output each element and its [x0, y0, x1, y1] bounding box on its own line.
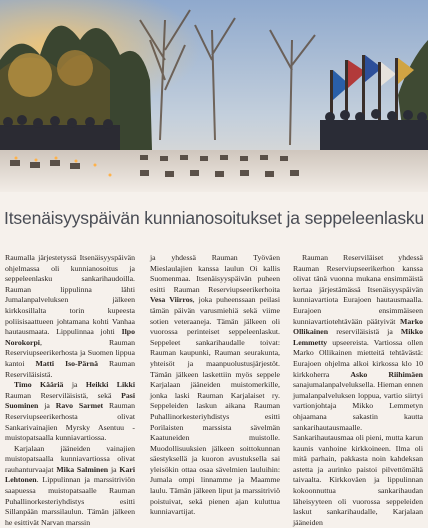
article-column-2	[150, 253, 280, 518]
paragraph: ja yhdessä Rauman Työväen Mieslaulajien kanssa laulun Oi kallis Suomenmaa. Itsenäisyyspäivän puheen esitti Rauman Reserviupseerikerhoita Vesa Viirros, joka puheenssaan peilasi tämän päivän varusmiehiä sekä viime sotien veteraaneja. Tämän jälkeen oli vuorossa perinteiset seppeleenlaskut. Seppeleet sankarihaudalle toivat: Rauman kaupunki, Rauman seurakunta, yhteisöt ja maanpuolustusjärjestöt. Tämän jälkeen laskettiin myös seppele Karjalaan jääneiden muistomerkille, jonka laski Rauman Karjalaiset ry. Seppeleiden laskun aikana Rauman Puhallinorkesteriyhdistys esitti Porilaisten marssista sävelmän Kaatuneiden muistolle. Muodollisuuksien jälkeen soittokunnan säestyksellä ja kuoron avustuksella sai yleisökin ottaa osaa sävelmien lauluihin: Jumala ompi linnamme ja Maamme laulu. Tämän jälkeen liput ja marssitriviö poistuivat, sekä pienen ajan kuluttua kunniavartijat.	[150, 253, 280, 517]
article-column-1	[5, 253, 135, 528]
paragraph: Rauman Reserviläiset yhdessä Rauman Reserviupseerikerhon kanssa olivat tänä vuonna mukana ensimmäistä kertaa järjestämässä Itsenäisyyspäivän kunniavartiota Eurajoen hautausmaalla. Eurajoen ensimmäiseen kunniavartiotehtävään päätyivät Marko Ollikainen reserviläisistä ja Mikko Lemmetty upseereista. Vartiossa ollen Marko Ollikainen mietteitä tehtävästä: Eurajoen ohjelma alkoi kirkossa klo 10 kirkkoherra Asko Riihimäen sanajumalanpalveluksella. Hieman ennen jumalanpalveluksen loppua, vartio siirtyi vartionjohtaja Mikko Lemmetyn ohjaamana sakastin kautta sankarihautausmaalle. Sankarihautausmaa oli pieni, mutta karun kaunis vanhoine kirkkoineen. Ilma oli mitä parhain, pakkasta noin kahdeksan astetta ja aurinko paistoi pilvettömältä taivaalta. Kirkkoväen ja lippulinnan kokoonnuttua sankarihaudan läheisyyteen oli vuorossa seppeleiden laskut sankarihaudalle, Karjalaan jääneiden	[293, 253, 423, 527]
paragraph: Timo Kääriä ja Heikki Likki Rauman Reserviläisistä, sekä Pasi Suominen ja Ravo Sarmet Rauman Reserviupseerikerhosta olivat Sankarivainajien Myrsky Asentuu - muistopatsaalla kunniavartiossa.	[5, 380, 135, 443]
paragraph: Karjalaan jääneiden vainajien muistopatsaalla kunniavartiossa olivat rauhanturvaajat Mika Salminen ja Kari Lehtonen. Lippulinnan ja marssitriviön saapuessa muistopatsaalle Rauman Puhallinorkesteriyhdistys esitti Sillanpään marssilaulun. Tämän jälkeen he esittivät Narvan marssin	[5, 443, 136, 527]
article-title: Itsenäisyyspäivän kunnianosoitukset ja seppeleenlasku	[4, 208, 425, 228]
paragraph: Raumalla järjestetyssä Itsenäisyyspäivän ohjelmassa oli kunnianosoitus ja seppeleenlasku sankarihaudoilla. Rauman lippulinna lähti Jumalanpalveluksen jälkeen kirkkosillalta torin kupeesta poliisisaattueen johtamana kohti Vanhaa hautausmaata. Lippulinnaa johti Ilpo Norokorpi, Rauman Reserviupseerikerhosta ja Suomen lippua kantoi Matti Iso-Pärnä Rauman Reserviläisistä.	[5, 253, 135, 379]
header-photo	[0, 0, 428, 192]
article-column-3	[293, 253, 423, 528]
